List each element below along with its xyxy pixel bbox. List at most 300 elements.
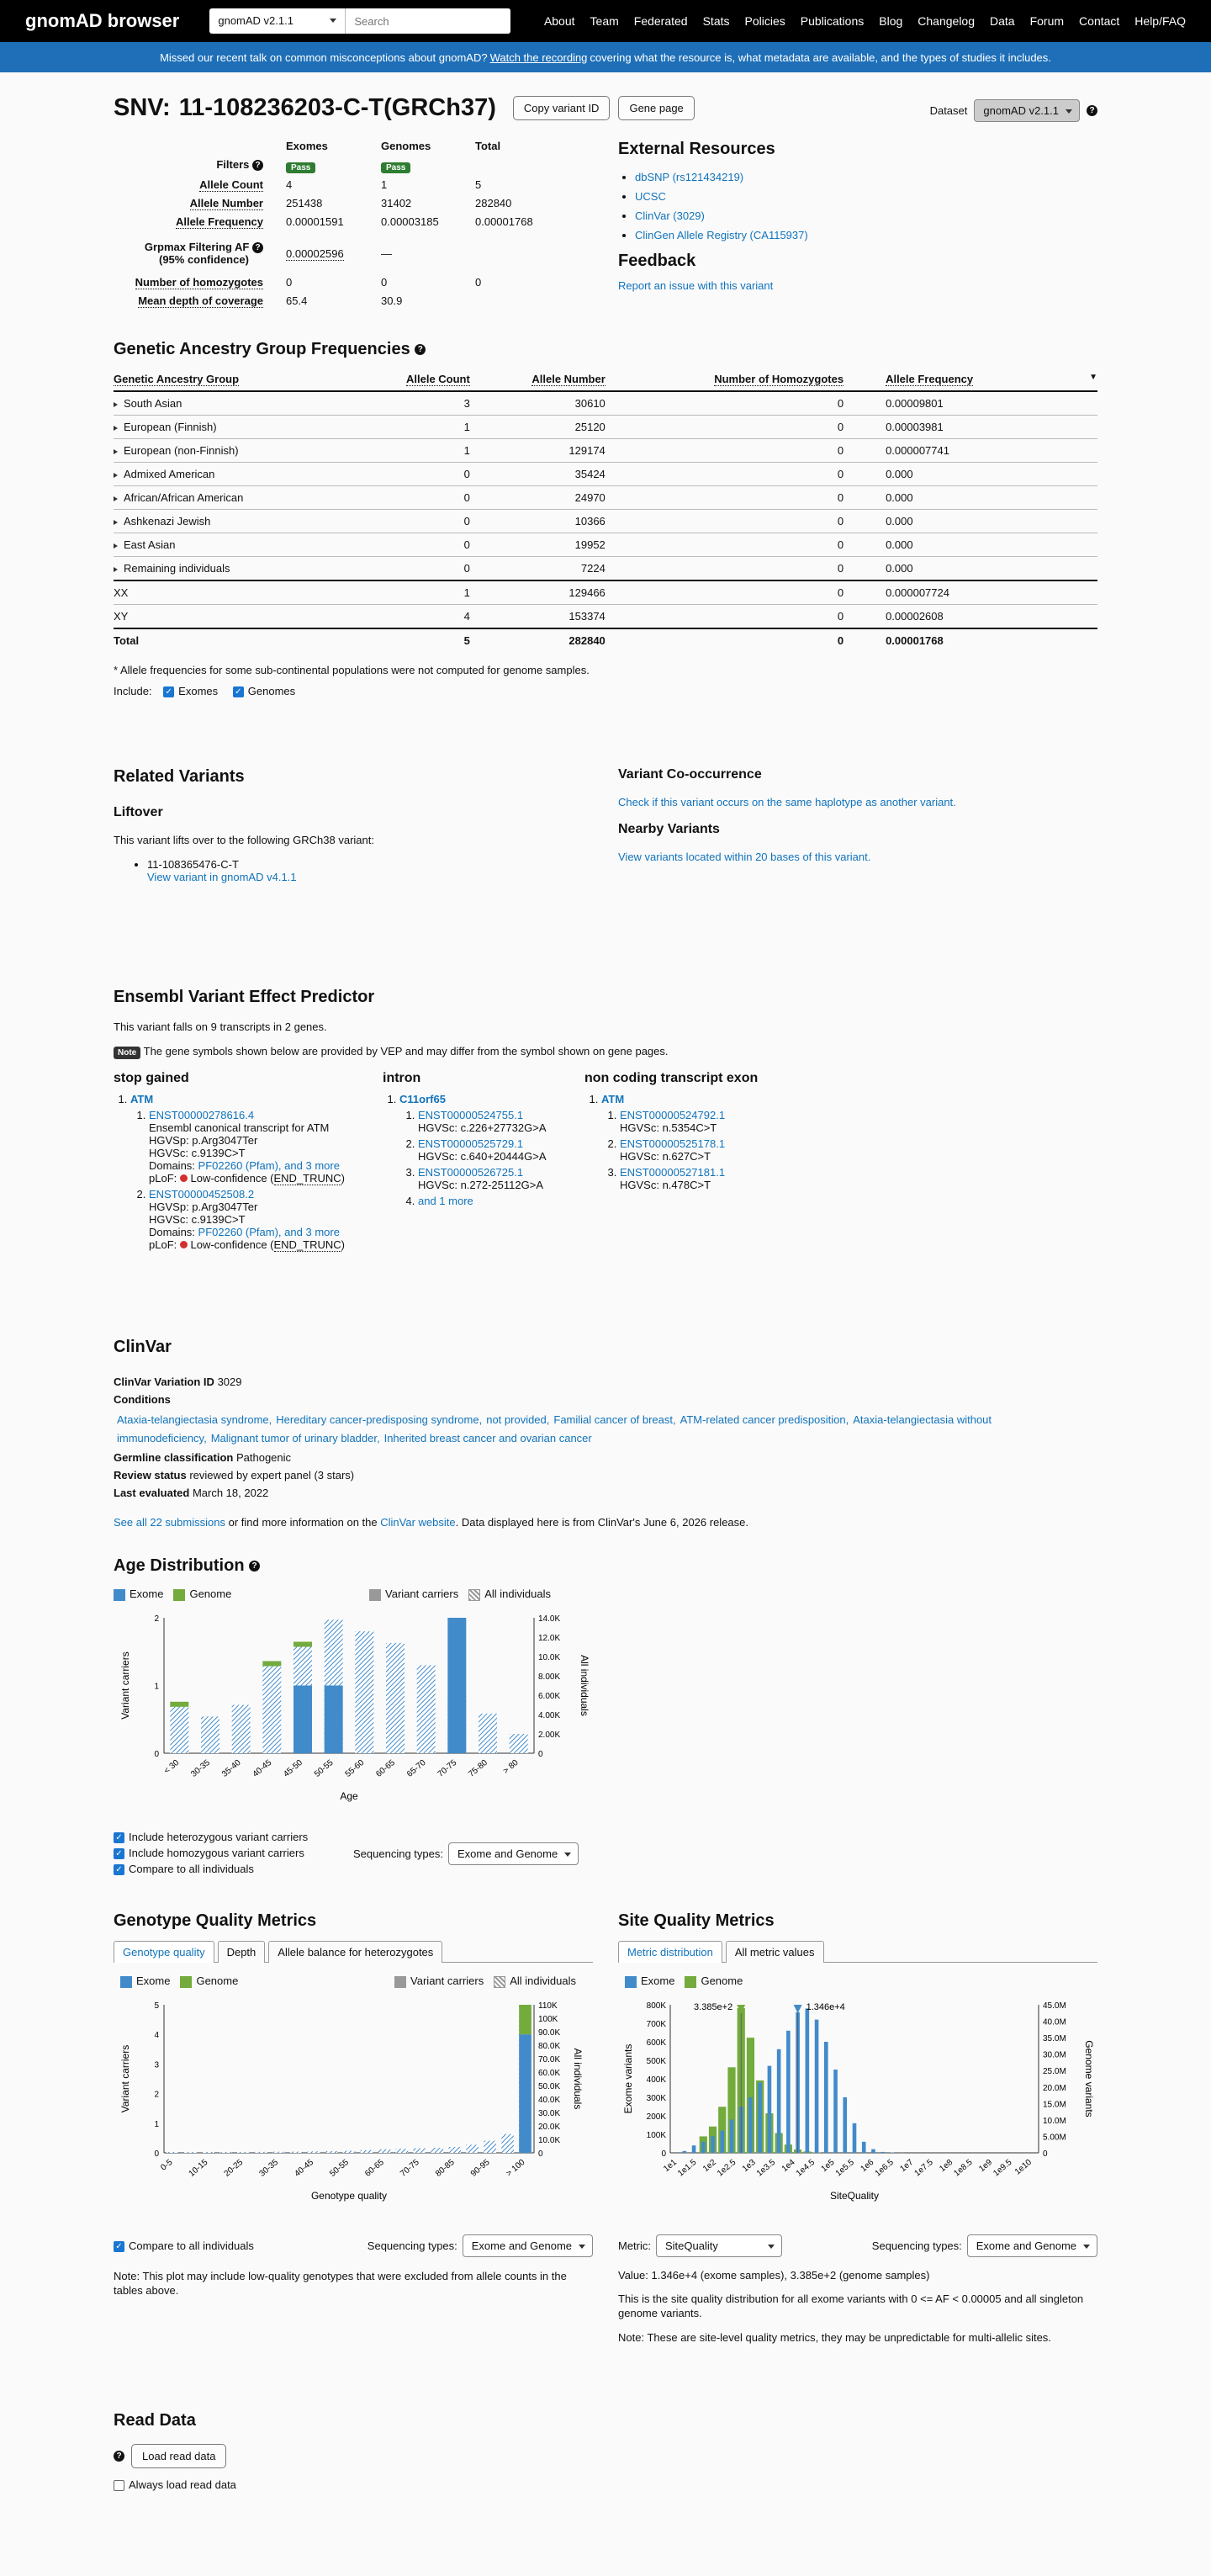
- transcript-link[interactable]: ENST00000525178.1: [620, 1137, 726, 1150]
- table-row[interactable]: [114, 391, 1097, 416]
- more-domains-link[interactable]: and 3 more: [284, 1226, 340, 1238]
- gene-page-button[interactable]: Gene page: [618, 96, 694, 120]
- ancestry-help-icon[interactable]: ?: [415, 344, 426, 355]
- table-row[interactable]: [114, 486, 1097, 510]
- all-individuals-bar: [219, 2152, 232, 2153]
- summary-row-label: Allele Number: [189, 197, 263, 209]
- hgvsc: HGVSc: n.272-25112G>A: [418, 1179, 543, 1191]
- legend-carriers: [394, 1974, 484, 1988]
- table-cell: [606, 557, 843, 581]
- x-tick-label: 1e5.5: [833, 2157, 856, 2178]
- y2-tick-label: 10.0M: [1043, 2116, 1066, 2126]
- legend-exome: [625, 1974, 674, 1988]
- vep-intro: This variant falls on 9 transcripts in 2 genes.: [114, 1020, 327, 1033]
- all-individuals-bar: [386, 1642, 405, 1752]
- exome-bar: [692, 2145, 696, 2153]
- dataset-select[interactable]: gnomAD v2.1.1: [209, 8, 346, 34]
- transcript-link[interactable]: ENST00000525729.1: [418, 1137, 524, 1150]
- table-cell: [352, 533, 470, 557]
- table-cell: [352, 510, 470, 533]
- x-tick-label: 50-55: [312, 1757, 336, 1779]
- table-row[interactable]: [114, 463, 1097, 486]
- condition-link[interactable]: Inherited breast cancer and ovarian cancer: [383, 1432, 592, 1444]
- gene-c11orf65-link[interactable]: C11orf65: [399, 1093, 446, 1105]
- age-seq-types: [353, 1842, 579, 1865]
- expand-icon[interactable]: [114, 449, 120, 454]
- liftover-variant: 11-108365476-C-T: [147, 858, 239, 871]
- cell-text: Remaining individuals: [124, 562, 230, 575]
- x-tick-label: 1e9: [977, 2157, 995, 2174]
- all-individuals-bar: [262, 1666, 281, 1753]
- germline-value: Pathogenic: [235, 1451, 292, 1464]
- external-resources: [618, 140, 1097, 292]
- transcript-link[interactable]: ENST00000526725.1: [418, 1166, 524, 1179]
- condition-link[interactable]: Ataxia-telangiectasia without immunodeficiency,: [117, 1413, 992, 1444]
- nav-link-forum[interactable]: Forum: [1029, 14, 1065, 28]
- table-cell: [470, 557, 606, 581]
- cell-text: 282840: [568, 634, 606, 647]
- table-cell: [606, 533, 843, 557]
- x-tick-label: 1e1: [662, 2157, 679, 2174]
- freq-header[interactable]: [352, 368, 470, 391]
- condition-link[interactable]: Hereditary cancer-predisposing syndrome,: [276, 1413, 483, 1426]
- table-cell: [470, 486, 606, 510]
- y-axis-label: Variant carriers: [119, 1651, 131, 1720]
- clinvar-website-link[interactable]: ClinVar website: [380, 1516, 456, 1529]
- table-cell: [114, 439, 352, 463]
- transcript-item: [620, 1137, 837, 1163]
- cell-text: 7224: [580, 562, 606, 575]
- dataset-dropdown[interactable]: gnomAD v2.1.1: [974, 99, 1080, 122]
- table-cell: [470, 605, 606, 629]
- legend-genome: [173, 1587, 231, 1601]
- hgvsc: HGVSc: n.5354C>T: [620, 1121, 717, 1134]
- seq-label: Sequencing types:: [871, 2239, 962, 2252]
- transcript-link[interactable]: ENST00000278616.4: [149, 1109, 255, 1121]
- opt-hom-checkbox[interactable]: ✓ Include homozygous variant carriers: [114, 1845, 618, 1861]
- cell-text: 0: [837, 538, 844, 551]
- filters-label-text: Filters: [216, 158, 250, 171]
- all-individuals-bar: [272, 2151, 285, 2152]
- x-tick-label: 75-80: [467, 1757, 489, 1779]
- search-input[interactable]: [346, 8, 510, 34]
- x-tick-label: 30-35: [257, 2157, 281, 2179]
- external-item: [635, 206, 1097, 225]
- exome-bar: [871, 2149, 875, 2152]
- tab-genotype-quality[interactable]: Genotype quality: [114, 1941, 214, 1963]
- exome-bar: [701, 2141, 706, 2152]
- nearby-title: Nearby Variants: [618, 822, 720, 836]
- ancestry-table: [114, 368, 1097, 652]
- table-cell: [470, 416, 606, 439]
- y-tick-label: 500K: [646, 2056, 666, 2066]
- opt-compare-checkbox[interactable]: ✓ Compare to all individuals: [114, 1861, 618, 1877]
- tab-depth[interactable]: Depth: [218, 1941, 266, 1963]
- view-v4-link[interactable]: View variant in gnomAD v4.1.1: [147, 871, 297, 883]
- y-tick-label: 0: [154, 1749, 159, 1759]
- gq-compare-checkbox[interactable]: ✓ Compare to all individuals: [114, 2239, 254, 2252]
- metric-select[interactable]: SiteQuality: [656, 2234, 782, 2257]
- x-tick-label: 55-60: [343, 1757, 367, 1779]
- all-individuals-bar: [255, 2151, 267, 2152]
- summary-cell: 4: [286, 178, 293, 191]
- legend-all-text: All individuals: [484, 1587, 551, 1600]
- sq-desc: This is the site quality distribution for all exome variants with 0 <= AF < 0.00005 and all singleton genome variants.: [618, 2292, 1084, 2319]
- x-tick-label: 1e5: [819, 2157, 837, 2174]
- filters-help-icon[interactable]: ?: [252, 160, 263, 171]
- table-row[interactable]: [114, 557, 1097, 581]
- see-submissions-link[interactable]: See all 22 submissions: [114, 1516, 225, 1529]
- legend-exome-text: Exome: [641, 1974, 675, 1987]
- genome-bar: [262, 1661, 281, 1666]
- tab-all-metric-values[interactable]: All metric values: [726, 1941, 824, 1963]
- condition-link[interactable]: not provided,: [486, 1413, 550, 1426]
- read-data-title: Read Data: [114, 2411, 196, 2430]
- table-cell: [470, 391, 606, 416]
- age-help-icon[interactable]: ?: [249, 1561, 260, 1572]
- exome-bar: [720, 2130, 724, 2152]
- sq-chart: [618, 1993, 1097, 2229]
- grpmax-help-icon[interactable]: ?: [252, 242, 263, 253]
- table-row[interactable]: [114, 510, 1097, 533]
- clinvar-title: ClinVar: [114, 1338, 172, 1356]
- x-axis-label: Age: [340, 1789, 358, 1802]
- x-tick-label: > 100: [504, 2157, 527, 2179]
- external-link[interactable]: UCSC: [635, 190, 666, 203]
- report-issue-link[interactable]: Report an issue with this variant: [618, 279, 774, 292]
- cell-text: 0.00009801: [886, 397, 944, 410]
- nav-link-data[interactable]: Data: [990, 14, 1015, 28]
- y2-tick-label: 15.0M: [1043, 2099, 1066, 2109]
- table-cell: [352, 391, 470, 416]
- y-tick-label: 300K: [646, 2093, 666, 2103]
- cooccurrence-link[interactable]: Check if this variant occurs on the same haplotype as another variant.: [618, 796, 956, 808]
- freq-header[interactable]: [114, 368, 352, 391]
- transcript-link[interactable]: ENST00000524792.1: [620, 1109, 726, 1121]
- transcript-item: [418, 1137, 584, 1163]
- vep-section: [114, 988, 1097, 1254]
- cell-text: 0.000: [886, 538, 913, 551]
- hom-label: Number of homozygotes: [135, 276, 263, 289]
- vep-stop-gained: [114, 1071, 383, 1254]
- table-cell: [606, 628, 843, 652]
- x-tick-label: 30-35: [189, 1757, 212, 1779]
- tab-metric-distribution[interactable]: Metric distribution: [618, 1941, 722, 1963]
- summary-cell: 0.00001591: [286, 215, 344, 228]
- table-cell: [352, 463, 470, 486]
- x-tick-label: 40-45: [251, 1757, 274, 1779]
- liftover-text: This variant lifts over to the following GRCh38 variant:: [114, 834, 374, 846]
- legend-genome: [685, 1974, 743, 1988]
- sort-desc-icon: ▼: [1089, 373, 1097, 382]
- expand-icon[interactable]: [114, 567, 120, 572]
- vep-intron: [383, 1071, 584, 1254]
- x-tick-label: 20-25: [222, 2157, 246, 2179]
- y-axis-label: Exome variants: [622, 2043, 634, 2113]
- exome-bar: [768, 2065, 772, 2152]
- condition-link[interactable]: Ataxia-telangiectasia syndrome,: [117, 1413, 272, 1426]
- cell-text: 1: [463, 444, 470, 457]
- transcript-item: [418, 1195, 584, 1207]
- table-cell: [843, 416, 1097, 439]
- exome-bar: [786, 2030, 791, 2152]
- include-exomes-checkbox[interactable]: ✓ Exomes: [163, 685, 218, 697]
- cell-text: 10366: [574, 515, 606, 527]
- cell-text: 0.000: [886, 491, 913, 504]
- y2-tick-label: 45.0M: [1043, 2001, 1066, 2011]
- legend-genome-text: Genome: [701, 1974, 743, 1987]
- vep-note-text: The gene symbols shown below are provided by VEP and may differ from the symbol shown on gene pages.: [143, 1045, 669, 1057]
- table-cell: [114, 557, 352, 581]
- coverage-exome: 65.4: [286, 294, 308, 307]
- nearby-link[interactable]: View variants located within 20 bases of this variant.: [618, 851, 871, 863]
- table-cell: [352, 557, 470, 581]
- expand-icon[interactable]: [114, 520, 120, 525]
- cell-text: South Asian: [124, 397, 182, 410]
- brand-logo[interactable]: gnomAD browser: [25, 10, 180, 31]
- table-cell: [352, 628, 470, 652]
- nav-link-policies[interactable]: Policies: [744, 14, 785, 28]
- y2-tick-label: 25.0M: [1043, 2066, 1066, 2076]
- cell-text: 35424: [574, 468, 606, 480]
- domains-label: Domains:: [149, 1159, 195, 1172]
- freq-header[interactable]: [470, 368, 606, 391]
- transcript-link[interactable]: ENST00000527181.1: [620, 1166, 726, 1179]
- exome-bar: [447, 1618, 466, 1753]
- all-individuals-bar: [466, 2144, 479, 2153]
- all-individuals-bar: [479, 1713, 497, 1752]
- all-individuals-bar: [232, 1704, 251, 1753]
- exome-bar: [833, 2070, 838, 2153]
- gq-section: [114, 1911, 593, 2298]
- cell-text: Ashkenazi Jewish: [124, 515, 211, 527]
- table-row[interactable]: [114, 439, 1097, 463]
- all-individuals-bar: [343, 2150, 356, 2153]
- y-tick-label: 200K: [646, 2112, 666, 2122]
- cell-text: 0: [837, 515, 844, 527]
- legend-exome-text: Exome: [130, 1587, 164, 1600]
- legend-genome-text: Genome: [196, 1974, 239, 1987]
- cell-text: 0: [837, 468, 844, 480]
- table-cell: [470, 533, 606, 557]
- condition-link[interactable]: Malignant tumor of urinary bladder,: [210, 1432, 380, 1444]
- cell-text: European (Finnish): [124, 421, 217, 433]
- announcement-banner: [0, 42, 1211, 72]
- table-cell: [843, 391, 1097, 416]
- cell-text: 0: [837, 491, 844, 504]
- exome-bar: [758, 2082, 762, 2153]
- y2-tick-label: 40.0M: [1043, 2017, 1066, 2027]
- table-row[interactable]: [114, 416, 1097, 439]
- freq-header[interactable]: [606, 368, 843, 391]
- table-cell: [114, 391, 352, 416]
- table-cell: [843, 510, 1097, 533]
- legend-exome: [114, 1587, 163, 1601]
- intron-title: intron: [383, 1071, 421, 1085]
- expand-icon[interactable]: [114, 426, 120, 431]
- cell-text: 1: [463, 586, 470, 599]
- more-domains-link[interactable]: and 3 more: [284, 1159, 340, 1172]
- y-tick-label: 5: [154, 2001, 159, 2011]
- x-tick-label: 40-45: [293, 2157, 316, 2179]
- load-read-data-button[interactable]: Load read data: [131, 2444, 226, 2468]
- include-exomes-label: Exomes: [178, 685, 219, 697]
- freq-header-text: Allele Number: [531, 373, 606, 385]
- nav-link-federated[interactable]: Federated: [633, 14, 688, 28]
- opt-het-label: Include heterozygous variant carriers: [129, 1830, 309, 1843]
- external-item: [635, 167, 1097, 187]
- gq-title: Genotype Quality Metrics: [114, 1911, 317, 1930]
- all-individuals-bar: [396, 2149, 409, 2153]
- exome-bar: [824, 2042, 828, 2153]
- domains-label: Domains:: [149, 1226, 195, 1238]
- all-individuals-bar: [170, 1706, 188, 1752]
- transcript-link[interactable]: ENST00000524755.1: [418, 1109, 524, 1121]
- genome-pass-badge: Pass: [381, 162, 410, 173]
- include-label: Include:: [114, 685, 152, 697]
- y-tick-label: 800K: [646, 2001, 666, 2011]
- freq-header[interactable]: [843, 368, 1097, 391]
- age-legend: [114, 1587, 551, 1601]
- legend-all: [468, 1587, 551, 1601]
- x-tick-label: 1e7: [898, 2157, 916, 2174]
- condition-link[interactable]: Familial cancer of breast,: [553, 1413, 676, 1426]
- related-section: [114, 767, 1097, 883]
- table-row: [114, 628, 1097, 652]
- table-cell: [114, 486, 352, 510]
- hgvsc: HGVSc: c.9139C>T: [149, 1147, 246, 1159]
- expand-icon[interactable]: [114, 543, 120, 549]
- table-cell: [606, 463, 843, 486]
- table-cell: [114, 580, 352, 605]
- cell-text: 0: [463, 515, 470, 527]
- dataset-selector: [930, 99, 1097, 122]
- external-link[interactable]: dbSNP (rs121434219): [635, 171, 744, 183]
- last-eval-value: March 18, 2022: [192, 1487, 269, 1499]
- freq-header-text: Genetic Ancestry Group: [114, 373, 240, 385]
- all-individuals-bar: [308, 2151, 320, 2153]
- sq-seq-select[interactable]: Exome and Genome: [967, 2234, 1097, 2257]
- legend-carriers: [369, 1587, 458, 1601]
- y2-tick-label: 0: [1043, 2149, 1048, 2159]
- x-tick-label: 1e6: [859, 2157, 876, 2174]
- nav-link-team[interactable]: Team: [590, 14, 619, 28]
- genome-bar: [170, 1701, 188, 1706]
- legend-all-text: All individuals: [510, 1974, 576, 1987]
- banner-link[interactable]: Watch the recording: [489, 50, 588, 64]
- include-genomes-label: Genomes: [247, 685, 296, 697]
- transcript-item: [620, 1109, 837, 1134]
- gene-atm-link[interactable]: ATM: [130, 1093, 154, 1105]
- pfam-link[interactable]: PF02260 (Pfam),: [198, 1226, 282, 1238]
- nav-link-changelog[interactable]: Changelog: [918, 14, 976, 28]
- expand-icon[interactable]: [114, 473, 120, 478]
- y2-axis-label: All individuals: [579, 1654, 590, 1716]
- y2-tick-label: 70.0K: [538, 2054, 561, 2065]
- y2-tick-label: 10.0K: [538, 1652, 561, 1662]
- cell-text: 24970: [574, 491, 606, 504]
- y2-tick-label: 50.0K: [538, 2081, 561, 2091]
- read-help-icon[interactable]: ?: [114, 2451, 124, 2462]
- age-title: [114, 1556, 618, 1576]
- lowconf-text: Low-confidence (: [190, 1172, 274, 1185]
- x-tick-label: 90-95: [468, 2157, 492, 2179]
- related-title: Related Variants: [114, 767, 245, 786]
- hgvsc: HGVSc: n.478C>T: [620, 1179, 711, 1191]
- cell-text: 0.000: [886, 562, 913, 575]
- conditions-label: Conditions: [114, 1393, 171, 1406]
- cell-text: 0: [837, 421, 844, 433]
- exome-bar: [815, 2019, 819, 2152]
- nav-link-contact[interactable]: Contact: [1079, 14, 1120, 28]
- cell-text: 0: [463, 491, 470, 504]
- summary-cell: 251438: [286, 197, 323, 209]
- expand-icon[interactable]: [114, 402, 120, 407]
- nav-link-about[interactable]: About: [543, 14, 575, 28]
- nav-link-stats[interactable]: Stats: [702, 14, 730, 28]
- tab-allele-balance-for-heterozygotes[interactable]: Allele balance for heterozygotes: [268, 1941, 442, 1963]
- canonical-note: Ensembl canonical transcript for ATM: [149, 1121, 330, 1134]
- grpmax-sub: (95% confidence): [158, 253, 249, 267]
- cell-text: 0: [837, 634, 844, 647]
- table-cell: [606, 486, 843, 510]
- include-genomes-checkbox[interactable]: ✓ Genomes: [233, 685, 295, 697]
- nav-link-helpfaq[interactable]: Help/FAQ: [1134, 14, 1186, 28]
- age-seq-select[interactable]: Exome and Genome: [448, 1842, 579, 1865]
- exome-bar: [683, 2150, 687, 2152]
- table-row[interactable]: [114, 533, 1097, 557]
- endtrunc-flag: END_TRUNC: [273, 1238, 341, 1251]
- opt-het-checkbox[interactable]: ✓ Include heterozygous variant carriers: [114, 1829, 618, 1845]
- y2-tick-label: 80.0K: [538, 2041, 561, 2051]
- always-load-checkbox[interactable]: [114, 2478, 236, 2491]
- y2-axis-label: All individuals: [572, 2048, 584, 2109]
- help-icon[interactable]: ?: [1087, 105, 1097, 116]
- external-link[interactable]: ClinGen Allele Registry (CA115937): [635, 229, 808, 241]
- freq-header-text: Allele Count: [405, 373, 470, 385]
- banner-text: Missed our recent talk on common misconceptions about gnomAD?: [160, 50, 488, 64]
- exome-bar: [777, 2049, 781, 2152]
- gq-controls: [114, 2234, 593, 2257]
- table-cell: [352, 580, 470, 605]
- more-transcripts-link[interactable]: and 1 more: [418, 1195, 473, 1207]
- x-axis-label: Genotype quality: [310, 2189, 388, 2202]
- copy-variant-id-button[interactable]: Copy variant ID: [513, 96, 611, 120]
- vep-note: [114, 1045, 1097, 1057]
- cell-text: 0.000007724: [886, 586, 949, 599]
- nav-link-blog[interactable]: Blog: [879, 14, 903, 28]
- gene-atm-link[interactable]: ATM: [601, 1093, 625, 1105]
- expand-icon[interactable]: [114, 496, 120, 501]
- freq-note: * Allele frequencies for some sub-continental populations were not computed for genome samples.: [114, 664, 590, 676]
- y2-tick-label: 35.0M: [1043, 2033, 1066, 2043]
- legend-carriers-text: Variant carriers: [410, 1974, 484, 1987]
- all-individuals-bar: [237, 2152, 250, 2153]
- gq-seq-select[interactable]: Exome and Genome: [463, 2234, 593, 2257]
- x-tick-label: 1e2.5: [716, 2157, 738, 2178]
- table-cell: [470, 510, 606, 533]
- table-cell: [843, 463, 1097, 486]
- external-link[interactable]: ClinVar (3029): [635, 209, 705, 222]
- condition-link[interactable]: ATM-related cancer predisposition,: [680, 1413, 849, 1426]
- transcript-link[interactable]: ENST00000452508.2: [149, 1188, 255, 1201]
- conditions-list: [114, 1411, 1097, 1448]
- table-cell: [843, 605, 1097, 629]
- liftover-title: Liftover: [114, 805, 163, 819]
- nav-link-publications[interactable]: Publications: [800, 14, 865, 28]
- all-individuals-bar: [184, 2152, 197, 2153]
- pfam-link[interactable]: PF02260 (Pfam),: [198, 1159, 282, 1172]
